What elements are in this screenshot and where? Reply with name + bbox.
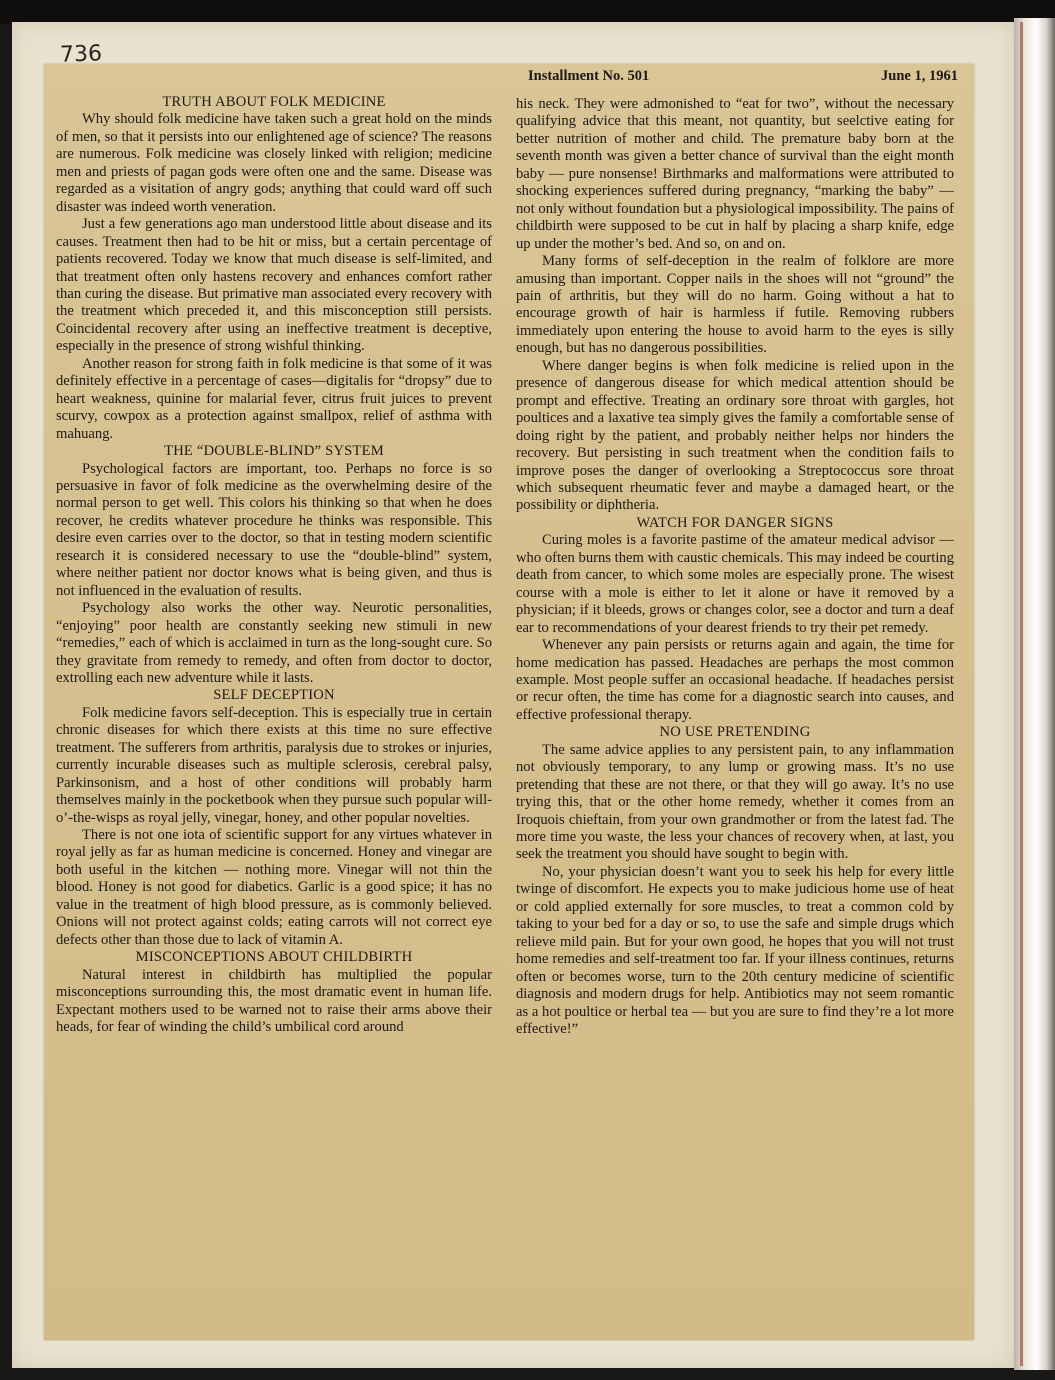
clipping-header xyxy=(528,68,958,86)
section-heading: MISCONCEPTIONS ABOUT CHILDBIRTH xyxy=(135,949,413,966)
article-paragraph: Where danger begins is when folk medicine is relied upon in the presence of dangerous disease for which medical attention should be prompt and effective. Treating an ordinary sore throat with gargles, hot poultices and a laxative tea simply gives the family a comfortable sense of doing right by the patient, and probably neither helps nor hinders the recovery. But persisting in such treatment when the condition fails to improve poses the danger of overlooking a Streptococcus sore throat which subsequent rheumatic fever and maybe a damaged heart, or the possibility or diphtheria. xyxy=(516,357,954,514)
section-heading: THE “DOUBLE-BLIND” SYSTEM xyxy=(164,443,384,460)
handwritten-page-number: 736 xyxy=(59,41,103,68)
article-paragraph: The same advice applies to any persistent pain, to any inflammation not obviously temporary, to any lump or growing mass. It’s no use pretending that these are not there, or that they will go away. It’s no use trying this, that or the other home remedy, whether it comes from an Iroquois chieftain, from your own grandmother or from the latest fad. The more time you waste, the less your chances of recovery when, at last, you seek the treatment you should have sought to begin with. xyxy=(516,741,954,863)
article-paragraph: Curing moles is a favorite pastime of the amateur medical advisor — who often burns them with caustic chemicals. This may indeed be courting death from cancer, to which some moles are especially prone. The wisest course with a mole is either to let it alone or have it removed by a physician; if it bleeds, grows or changes color, see a doctor and turn a deaf ear to recommendations of your dearest friends to try their pet remedy. xyxy=(516,532,954,636)
article-paragraph: Whenever any pain persists or returns again and again, the time for home medication has passed. Headaches are perhaps the most common example. Most people suffer an occasional headache. If headaches persist or recur often, the time has come for a diagnostic search into causes, and effective professional therapy. xyxy=(516,637,954,723)
article-paragraph: Folk medicine favors self-deception. This is especially true in certain chronic diseases for which there exists at this time no sure effective treatment. The sufferers from arthritis, paralysis due to strokes or injuries, currently incurable diseases such as multiple sclerosis, cerebral palsy, Parkinsonism, and a host of other conditions will probably harm themselves mainly in the pocketbook when they pursue such popular will-o’-the-wisps as royal jelly, vinegar, honey, and other popular novelties. xyxy=(56,704,492,826)
article-column-right xyxy=(516,96,954,1038)
article-paragraph: Psychology also works the other way. Neurotic personalities, “enjoying” poor health are constantly seeking new stimuli in new “remedies,” each of which is acclaimed in turn as the long-sought cure. So they gravitate from remedy to remedy, and often from doctor to doctor, extrolling each new adventure while it lasts. xyxy=(56,600,492,686)
scanner-top-border xyxy=(0,0,1055,24)
installment-number: Installment No. 501 xyxy=(528,68,650,84)
article-paragraph: Natural interest in childbirth has multiplied the popular misconceptions surrounding this, the most dramatic event in human life. Expectant mothers used to be warned not to raise their arms above their heads, for fear of winding the child’s umbilical cord around xyxy=(56,966,492,1036)
section-heading: NO USE PRETENDING xyxy=(659,724,811,741)
article-paragraph: Many forms of self-deception in the realm of folklore are more amusing than important. Copper nails in the shoes will not “ground” the pain of arthritis, but they will do no harm. Going without a hat to encourage growth of hair is harmless if futile. Removing rubbers immediately upon entering the house to avoid harm to the eyes is silly enough, but has no dangerous possibilities. xyxy=(516,253,954,357)
binding-edge-line xyxy=(1020,22,1023,1366)
article-paragraph: Another reason for strong faith in folk medicine is that some of it was definitely effective in a percentage of cases—digitalis for “dropsy” due to heart weakness, quinine for malarial fever, citrus fruit juices to prevent scurvy, cowpox as a protection against smallpox, relief of asthma with mahuang. xyxy=(56,355,492,442)
section-heading: WATCH FOR DANGER SIGNS xyxy=(636,514,834,531)
article-paragraph: Why should folk medicine have taken such a great hold on the minds of men, so that it persists into our enlightened age of science? The reasons are numerous. Folk medicine was closely linked with religion; medicine men and priests of pagan gods were often one and the same. Disease was regarded as a visitation of angry gods; anything that could ward off such disaster was indeed worth veneration. xyxy=(56,111,492,215)
section-heading: SELF DECEPTION xyxy=(213,687,335,704)
publication-date: June 1, 1961 xyxy=(881,68,958,84)
article-paragraph: his neck. They were admonished to “eat for two”, without the necessary qualifying advice that this meant, not quantity, but seelctive eating for better nutrition of mother and child. The premature baby born at the seventh month was given a better chance of survival than the eight month baby — pure nonsense! Birthmarks and malformations were attributed to shocking experiences suffered during pregnancy, “marking the baby” — not only without foundation but a physiological impossibility. The pains of childbirth were supposed to be cut in half by placing a sharp knife, edge up under the mother’s bed. And so, on and on. xyxy=(516,96,954,252)
article-paragraph: There is not one iota of scientific support for any virtues whatever in royal jelly as far as human medicine is concerned. Honey and vinegar are both useful in the kitchen — nothing more. Vinegar will not thin the blood. Honey is not good for diabetics. Garlic is a good spice; it has no value in the treatment of high blood pressure, as is commonly believed. Onions will not protect against colds; eating carrots will not correct eye defects other than those due to lack of vitamin A. xyxy=(56,827,492,948)
article-paragraph: No, your physician doesn’t want you to seek his help for every little twinge of discomfort. He expects you to make judicious home use of heat or cold applied externally for sore muscles, to treat a common cold by taking to your bed for a day or so, to use the safe and simple drugs which relieve mild pain. But for your own good, he hopes that you will not trust home remedies and self-treatment too far. If your illness continues, returns often or becomes worse, turn to the 20th century medicine of scientific diagnosis and modern drugs for help. Antibiotics may not seem romantic as a hot poultice or herbal tea — but you are sure to find they’re a lot more effective!” xyxy=(516,863,954,1038)
article-paragraph: Psychological factors are important, too. Perhaps no force is so persuasive in favor of folk medicine as the overwhelming desire of the normal person to get well. This colors his thinking so that when he does recover, he credits whatever procedure he thinks was responsible. This desire even carries over to the doctor, so that in testing modern scientific research it is considered necessary to use the “double-blind” system, where neither patient nor doctor knows what is being given, and thus is not influenced in the evaluation of results. xyxy=(56,460,492,599)
article-column-left xyxy=(56,94,492,1036)
section-heading: TRUTH ABOUT FOLK MEDICINE xyxy=(162,94,386,110)
article-paragraph: Just a few generations ago man understood little about disease and its causes. Treatment then had to be hit or miss, but a certain percentage of patients recovered. Today we know that much disease is self-limited, and that treatment often only hastens recovery and enhances comfort rather than curing the disease. But primative man associated every recovery with the treatment which preceded it, and this misconception still persists. Coincidental recovery after using an ineffective treatment is deceptive, especially in the presence of strong wishful thinking. xyxy=(56,216,492,355)
